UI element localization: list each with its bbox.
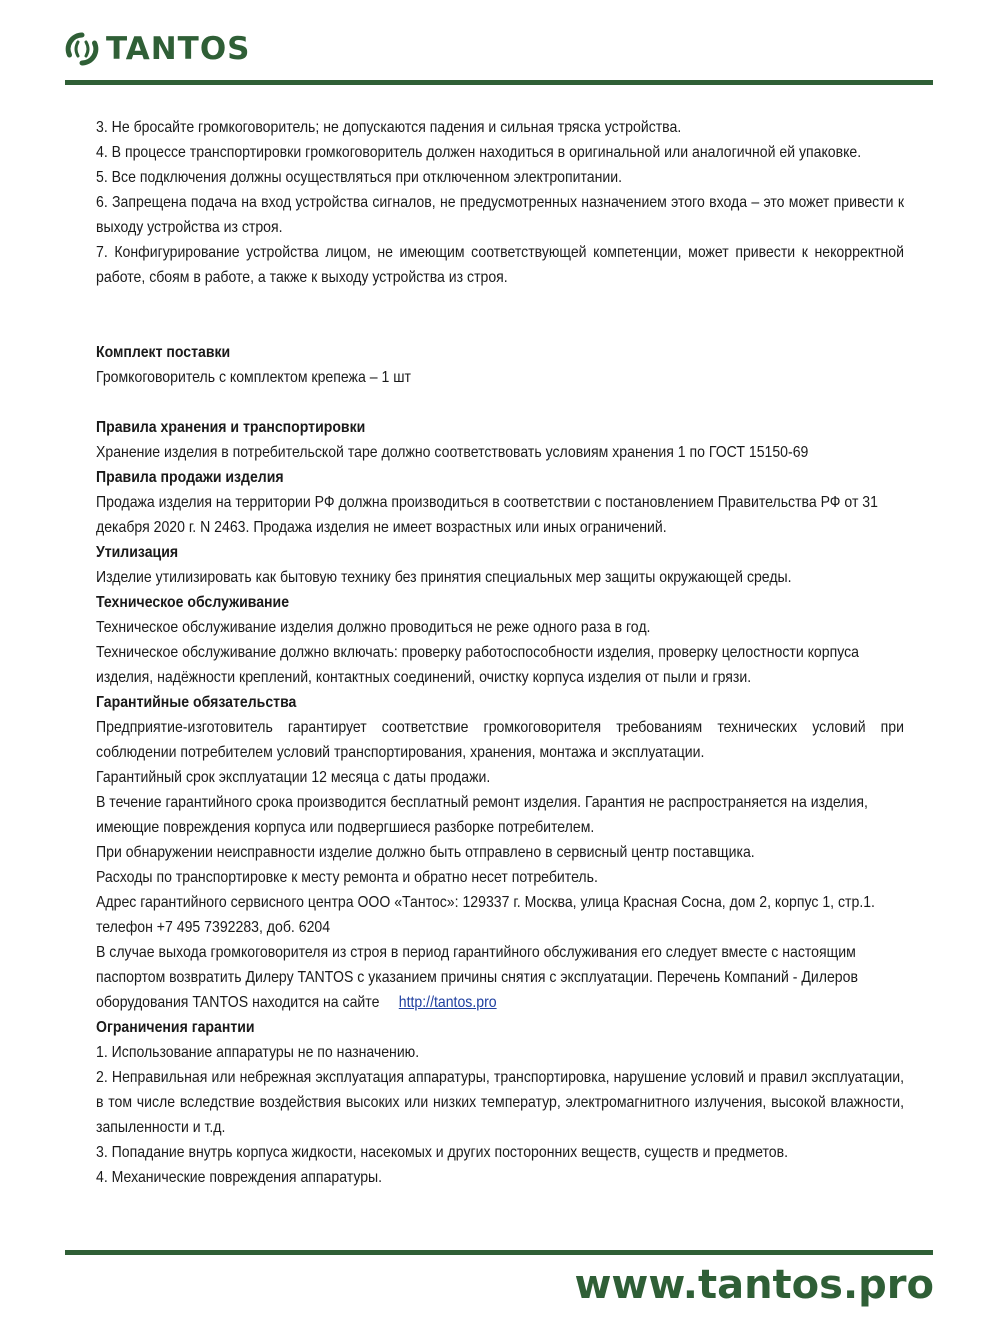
dealer-text: В случае выхода громкоговорителя из строя в период гарантийного обслуживания его следует вместе с настоящим паспортом возвратить Дилеру TANTOS с указанием причины снятия с эксплуатации. Перечень Компаний - Дилеров оборудования TANTOS находится на сайте <box>96 944 858 1011</box>
tantos-site-link[interactable]: http://tantos.pro <box>398 994 497 1011</box>
limitation-item: 4. Механические повреждения аппаратуры. <box>96 1169 383 1186</box>
warranty-line: Предприятие-изготовитель гарантирует соответствие громкоговорителя требованиям технических условий при соблюдении потребителем условий транспортирования, хранения, монтажа и эксплуатации. <box>96 719 904 761</box>
section-title-storage: Правила хранения и транспортировки <box>96 419 366 436</box>
precaution-item: 7. Конфигурирование устройства лицом, не имеющим соответствующей компетенции, может привести к некорректной работе, сбоям в работе, а также к выходу устройства из строя. <box>96 244 904 286</box>
dealer-paragraph <box>96 940 904 1015</box>
limitation-item: 3. Попадание внутрь корпуса жидкости, насекомых и других посторонних веществ, существ и предметов. <box>96 1144 789 1161</box>
document-body <box>96 115 904 1190</box>
limitation-item: 2. Неправильная или небрежная эксплуатация аппаратуры, транспортировка, нарушение условий и правил эксплуатации, в том числе вследствие воздействия высоких или низких температур, электромагнитного излучения, высокой влажности, запыленности и т.д. <box>96 1069 904 1136</box>
footer-divider <box>65 1250 933 1255</box>
sale-text: Продажа изделия на территории РФ должна производиться в соответствии с постановлением Правительства РФ от 31 декабря 2020 г. N 2463. Продажа изделия не имеет возрастных или иных ограничений. <box>96 494 878 536</box>
precaution-item: 6. Запрещена подача на вход устройства сигналов, не предусмотренных назначением этого входа – это может привести к выходу устройства из строя. <box>96 194 904 236</box>
section-title-maintenance: Техническое обслуживание <box>96 594 290 611</box>
limitation-item: 1. Использование аппаратуры не по назначению. <box>96 1044 420 1061</box>
precaution-item: 3. Не бросайте громкоговоритель; не допускаются падения и сильная тряска устройства. <box>96 119 682 136</box>
logo-text: TANTOS <box>106 31 251 67</box>
header-divider <box>65 80 933 85</box>
precaution-item: 5. Все подключения должны осуществляться при отключенном электропитании. <box>96 169 623 186</box>
maintenance-line: Техническое обслуживание изделия должно проводиться не реже одного раза в год. <box>96 619 651 636</box>
maintenance-line: Техническое обслуживание должно включать: проверку работоспособности изделия, проверку целостности корпуса изделия, надёжности креплений, контактных соединений, очистку корпуса изделия от пыли и грязи. <box>96 644 859 686</box>
warranty-line: В течение гарантийного срока производится бесплатный ремонт изделия. Гарантия не распространяется на изделия, имеющие повреждения корпуса или подвергшиеся разборке потребителем. <box>96 794 868 836</box>
tantos-logo-icon <box>64 31 100 67</box>
tantos-logo <box>64 30 251 68</box>
warranty-line: При обнаружении неисправности изделие должно быть отправлено в сервисный центр поставщика. <box>96 844 755 861</box>
footer-website: www.tantos.pro <box>574 1262 934 1308</box>
section-title-limitations: Ограничения гарантии <box>96 1019 255 1036</box>
delivery-text: Громкоговоритель с комплектом крепежа – 1 шт <box>96 369 411 386</box>
warranty-line: Расходы по транспортировке к месту ремонта и обратно несет потребитель. <box>96 869 598 886</box>
section-title-sale: Правила продажи изделия <box>96 469 284 486</box>
precaution-item: 4. В процессе транспортировки громкоговоритель должен находиться в оригинальной или аналогичной ей упаковке. <box>96 144 862 161</box>
section-title-delivery: Комплект поставки <box>96 344 231 361</box>
service-center-address: Адрес гарантийного сервисного центра ООО «Тантос»: 129337 г. Москва, улица Красная Сосна, дом 2, корпус 1, стр.1. телефон +7 495 7392283, доб. 6204 <box>96 894 875 936</box>
section-title-warranty: Гарантийные обязательства <box>96 694 297 711</box>
storage-text: Хранение изделия в потребительской таре должно соответствовать условиям хранения 1 по ГОСТ 15150-69 <box>96 444 809 461</box>
section-title-disposal: Утилизация <box>96 544 179 561</box>
warranty-line: Гарантийный срок эксплуатации 12 месяца с даты продажи. <box>96 769 491 786</box>
disposal-text: Изделие утилизировать как бытовую технику без принятия специальных мер защиты окружающей среды. <box>96 569 792 586</box>
